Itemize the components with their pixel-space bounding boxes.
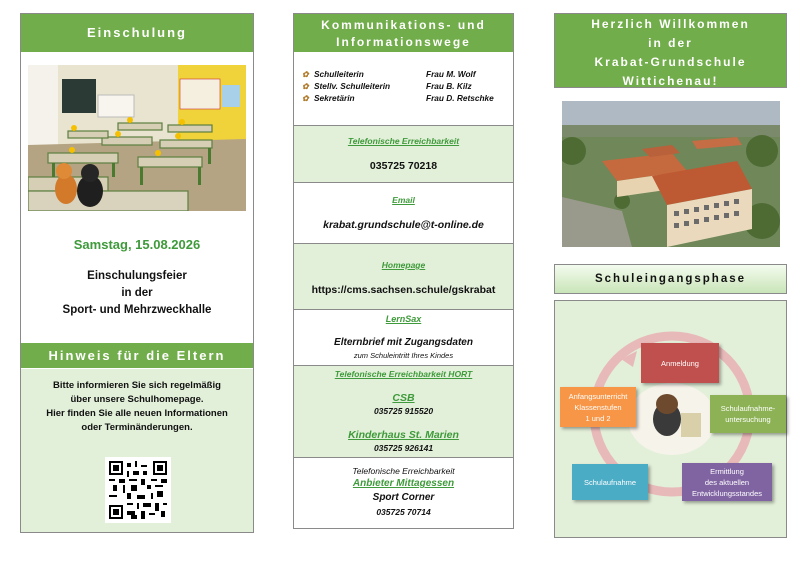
email-section: [294, 183, 513, 244]
contact-row: [302, 80, 513, 92]
parents-heading: Hinweis für die Eltern: [21, 343, 253, 368]
contact-name: Frau M. Wolf: [426, 69, 476, 79]
parents-text-line: Hier finden Sie alle neuen Informationen: [46, 408, 228, 419]
step-label-line: des aktuellen: [704, 477, 750, 487]
step-label-line: Ermittlung: [710, 466, 744, 476]
phone-label: Telefonische Erreichbarkeit: [347, 136, 460, 146]
communication-heading-line: Kommunikations- und: [321, 18, 486, 32]
step-label-line: 1 und 2: [585, 413, 611, 423]
csb-label: CSB: [392, 392, 415, 404]
step-label: [692, 466, 762, 499]
flower-icon: ✿: [302, 93, 309, 103]
lunch-intro: Telefonische Erreichbarkeit: [352, 466, 455, 476]
step-label: Anmeldung: [661, 358, 699, 368]
step-label-line: Klassenstufen: [574, 402, 622, 412]
contact-role: Stellv. Schulleiterin: [314, 81, 391, 91]
lernsax-section: [294, 310, 513, 366]
welcome-heading-line: Krabat-Grundschule: [594, 55, 747, 69]
lernsax-text: Elternbrief mit Zugangsdaten: [334, 337, 473, 348]
column-communication: [293, 13, 514, 529]
step-label-line: Entwicklungsstandes: [691, 488, 763, 498]
homepage-label: Homepage: [381, 260, 426, 270]
column-enrollment: [20, 13, 254, 533]
qr-code[interactable]: [105, 457, 171, 523]
lunch-section: [294, 458, 513, 527]
communication-heading-line: Informationswege: [336, 35, 471, 49]
parents-text-line: Bitte informieren Sie sich regelmäßig: [53, 380, 221, 391]
lunch-provider-name: Sport Corner: [372, 492, 435, 503]
step-label: [721, 403, 776, 425]
contact-role: Sekretärin: [314, 93, 355, 103]
flower-icon: ✿: [302, 81, 309, 91]
lunch-phone[interactable]: 035725 70714: [376, 507, 431, 517]
lunch-provider-label: Anbieter Mittagessen: [352, 478, 455, 489]
parents-text: [21, 379, 253, 435]
step-label: Schulaufnahme: [583, 477, 637, 487]
enrollment-heading: Einschulung: [21, 14, 253, 52]
ceremony-line: in der: [121, 287, 153, 299]
contact-row: [302, 92, 513, 104]
welcome-heading: [554, 13, 787, 88]
enrollment-date: Samstag, 15.08.2026: [73, 237, 201, 252]
csb-phone[interactable]: 035725 915520: [373, 406, 434, 416]
step-label-line: untersuchung: [725, 415, 771, 424]
phone-number[interactable]: 035725 70218: [369, 160, 438, 172]
step-untersuchung: [710, 395, 786, 433]
flower-icon: ✿: [302, 69, 309, 79]
lernsax-label: LernSax: [385, 314, 422, 324]
step-anmeldung: [641, 343, 719, 383]
email-label: Email: [392, 195, 415, 205]
ceremony-line: Einschulungsfeier: [87, 270, 187, 282]
hort-section: [294, 366, 513, 458]
lernsax-subtext: zum Schuleintritt Ihres Kindes: [353, 351, 454, 360]
welcome-heading-line: Herzlich Willkommen: [591, 17, 750, 31]
communication-heading: [294, 14, 513, 52]
welcome-heading-line: in der: [648, 36, 693, 50]
welcome-heading-line: Wittichenau!: [622, 74, 719, 88]
step-aufnahme: [572, 464, 648, 500]
phase-heading: Schuleingangsphase: [554, 264, 787, 294]
kinderhaus-phone[interactable]: 035725 926141: [373, 443, 434, 453]
contact-name: Frau D. Retschke: [426, 93, 494, 103]
ceremony-line: Sport- und Mehrzweckhalle: [62, 304, 212, 316]
phone-section: [294, 126, 513, 183]
contact-row: [302, 68, 513, 80]
email-address[interactable]: krabat.grundschule@t-online.de: [323, 219, 484, 231]
parents-text-line: oder Terminänderungen.: [81, 422, 193, 433]
phase-diagram: [554, 300, 787, 538]
step-anfangsunterricht: [560, 387, 636, 427]
ceremony-info: [20, 268, 254, 319]
homepage-url[interactable]: https://cms.sachsen.schule/gskrabat: [311, 284, 496, 296]
classroom-photo: [28, 65, 246, 211]
column-welcome: [554, 13, 787, 533]
parents-text-line: über unsere Schulhomepage.: [70, 394, 204, 405]
step-label: [569, 391, 628, 424]
school-aerial-photo: [562, 101, 780, 247]
homepage-section: [294, 244, 513, 310]
kinderhaus-label: Kinderhaus St. Marien: [348, 429, 459, 441]
step-label-line: Schulaufnahme-: [720, 404, 776, 413]
staff-contacts: [294, 52, 513, 126]
step-label-line: Anfangsunterricht: [568, 391, 628, 401]
step-ermittlung: [682, 463, 772, 501]
parents-info-box: [21, 369, 253, 532]
contact-name: Frau B. Kilz: [426, 81, 472, 91]
hort-label: Telefonische Erreichbarkeit HORT: [334, 369, 473, 379]
contact-role: Schulleiterin: [314, 69, 364, 79]
